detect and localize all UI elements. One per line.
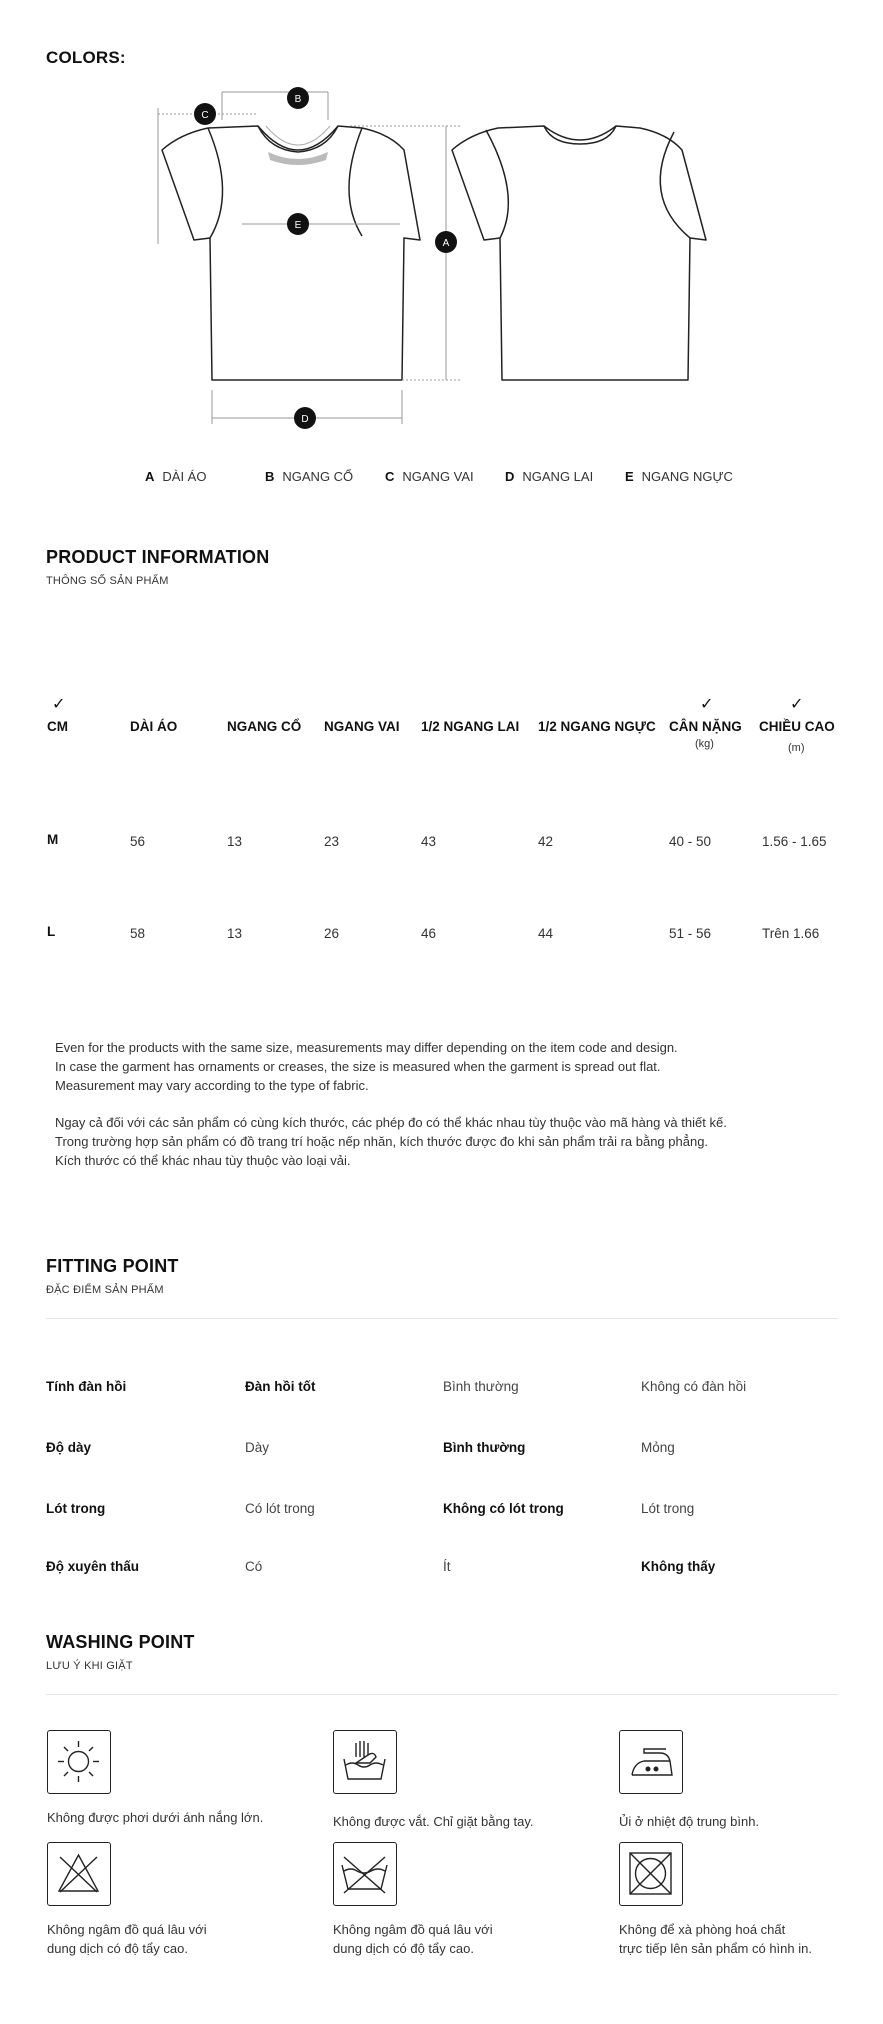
legend-item-b: B NGANG CỔ (265, 469, 354, 484)
fitting-option: Bình thường (443, 1440, 526, 1455)
table-cell: Trên 1.66 (762, 926, 820, 941)
wash-text: Không được phơi dưới ánh nắng lớn. (47, 1810, 264, 1825)
fitting-label-thickness: Độ dày (46, 1440, 92, 1455)
divider (46, 1694, 838, 1695)
marker-c-label: C (201, 110, 209, 121)
fitting-label-lining: Lót trong (46, 1501, 106, 1516)
header-shoulder: NGANG VAI (324, 719, 400, 734)
fitting-option: Bình thường (443, 1379, 519, 1394)
check-icon: ✓ (790, 696, 804, 713)
table-cell: 56 (130, 834, 146, 849)
unit-height: (m) (788, 742, 805, 754)
back-shirt-outline (452, 126, 706, 380)
header-cm: CM (47, 719, 68, 734)
marker-b-label: B (294, 94, 302, 105)
fitting-label-elasticity: Tính đàn hồi (46, 1379, 127, 1394)
do-not-wash-icon (333, 1842, 397, 1906)
tshirt-size-diagram (140, 84, 740, 444)
table-cell: 51 - 56 (669, 926, 712, 941)
washing-subtitle: LƯU Ý KHI GIẶT (46, 1660, 133, 1672)
fitting-option: Không có lót trong (443, 1501, 564, 1516)
header-weight: CÂN NẶNG (669, 719, 742, 734)
fitting-subtitle: ĐẶC ĐIỂM SẢN PHẨM (46, 1284, 164, 1296)
table-cell: 58 (130, 926, 146, 941)
hand-wash-icon (333, 1730, 397, 1794)
table-cell: 26 (324, 926, 340, 941)
wash-text: Không được vắt. Chỉ giặt bằng tay. (333, 1814, 534, 1829)
wash-text: Không ngâm đồ quá lâu với dung dịch có độ tẩy cao. (333, 1922, 493, 1956)
size-l: L (47, 924, 56, 939)
fitting-title: FITTING POINT (46, 1256, 179, 1276)
product-info-title: PRODUCT INFORMATION (46, 547, 270, 567)
wash-text: Không ngâm đồ quá lâu với dung dịch có độ tẩy cao. (47, 1922, 207, 1956)
table-cell: 43 (421, 834, 437, 849)
fitting-option: Có (245, 1559, 263, 1574)
table-cell: 1.56 - 1.65 (762, 834, 827, 849)
product-info-subtitle: THÔNG SỐ SẢN PHẨM (46, 575, 169, 587)
table-cell: 42 (538, 834, 554, 849)
fitting-option: Có lót trong (245, 1501, 315, 1516)
fitting-option: Dày (245, 1440, 270, 1455)
check-icon: ✓ (52, 696, 66, 713)
legend-item-d: D NGANG LAI (505, 469, 594, 484)
header-length: DÀI ÁO (130, 719, 178, 734)
fitting-option: Không có đàn hồi (641, 1379, 747, 1394)
fitting-option: Lót trong (641, 1501, 695, 1516)
table-cell: 13 (227, 926, 243, 941)
header-height: CHIỀU CAO (759, 719, 835, 734)
table-cell: 44 (538, 926, 554, 941)
wash-text: Ủi ở nhiệt độ trung bình. (619, 1814, 760, 1829)
check-icon: ✓ (700, 696, 714, 713)
header-hem: 1/2 NGANG LAI (421, 719, 520, 734)
fitting-option: Ít (443, 1559, 451, 1574)
colors-heading: COLORS: (46, 48, 126, 67)
divider (46, 1318, 838, 1319)
fitting-option: Không thấy (641, 1559, 716, 1574)
fitting-option: Mỏng (641, 1440, 675, 1455)
unit-weight: (kg) (695, 738, 714, 750)
legend-item-e: E NGANG NGỰC (625, 469, 733, 484)
fitting-label-sheerness: Độ xuyên thấu (46, 1559, 140, 1574)
marker-d-label: D (301, 414, 309, 425)
size-m: M (47, 832, 59, 847)
legend-item-a: A DÀI ÁO (145, 469, 207, 484)
table-cell: 46 (421, 926, 437, 941)
fitting-option: Đàn hồi tốt (245, 1379, 316, 1394)
table-cell: 13 (227, 834, 243, 849)
marker-e-label: E (294, 220, 302, 231)
no-bleach-icon (47, 1842, 111, 1906)
iron-medium-icon (619, 1730, 683, 1794)
marker-a-label: A (442, 238, 450, 249)
table-cell: 40 - 50 (669, 834, 712, 849)
no-direct-sun-icon (47, 1730, 111, 1794)
notes-english: Even for the products with the same size, measurements may differ depending on the item code and design. In case the garment has ornaments or creases, the size is measured when the garment is spread out flat. Measurement may vary according to the type of fabric. (55, 1040, 678, 1093)
notes-vietnamese: Ngay cả đối với các sản phẩm có cùng kích thước, các phép đo có thể khác nhau tùy thuộc vào mã hàng và thiết kế. Trong trường hợp sản phẩm có đồ trang trí hoặc nếp nhăn, kích thước được đo khi sản phẩm trải ra bằng phẳng. Kích thước có thể khác nhau tùy thuộc vào loại vải. (55, 1115, 727, 1168)
header-neck: NGANG CỔ (227, 719, 302, 734)
washing-title: WASHING POINT (46, 1632, 195, 1652)
table-cell: 23 (324, 834, 340, 849)
header-chest: 1/2 NGANG NGỰC (538, 719, 656, 734)
do-not-tumble-dry-icon (619, 1842, 683, 1906)
legend-item-c: C NGANG VAI (385, 469, 474, 484)
wash-text: Không để xà phòng hoá chất trực tiếp lên sản phẩm có hình in. (619, 1922, 812, 1956)
